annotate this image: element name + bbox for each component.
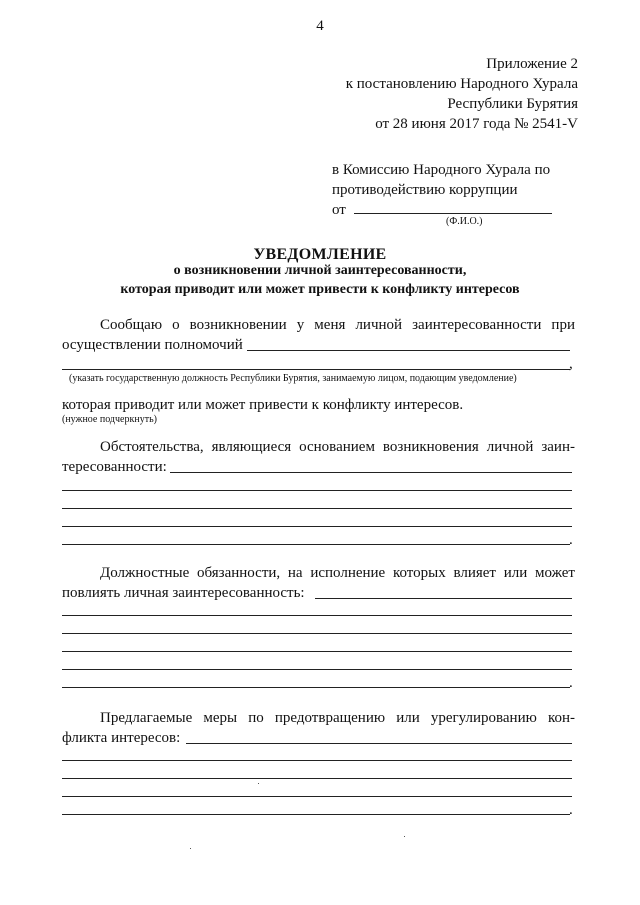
scan-speck <box>190 848 191 849</box>
measures-field-line-1[interactable] <box>186 743 572 744</box>
duties-field-line-1[interactable] <box>315 598 572 599</box>
measures-field-line-2[interactable] <box>62 760 572 761</box>
appendix-line-1: Приложение 2 <box>486 56 578 72</box>
section4-line-1: Предлагаемые меры по предотвращению или урегулированию кон- <box>100 710 575 726</box>
circumstances-field-line-4[interactable] <box>62 526 572 527</box>
document-subtitle-1: о возникновении личной заинтересованности, <box>173 263 467 278</box>
section1-line-1: Сообщаю о возникновении у меня личной заинтересованности при <box>100 317 575 333</box>
measures-field-line-5[interactable] <box>62 814 570 815</box>
fio-hint: (Ф.И.О.) <box>446 216 483 227</box>
document-title: УВЕДОМЛЕНИЕ <box>253 246 387 263</box>
duties-field-line-2[interactable] <box>62 615 572 616</box>
addressee-line-2: противодействию коррупции <box>332 182 518 198</box>
fio-field-line[interactable] <box>354 213 552 214</box>
section2-line-1: Обстоятельства, являющиеся основанием возникновения личной заин- <box>100 439 575 455</box>
authority-field-line-2[interactable] <box>62 369 570 370</box>
measures-field-line-4[interactable] <box>62 796 572 797</box>
addressee-line-1: в Комиссию Народного Хурала по <box>332 162 551 178</box>
appendix-line-2: к постановлению Народного Хурала <box>345 76 578 92</box>
underline-hint: (нужное подчеркнуть) <box>62 414 157 425</box>
measures-field-line-3[interactable] <box>62 778 572 779</box>
duties-field-line-4[interactable] <box>62 651 572 652</box>
section3-line-2: повлиять личная заинтересованность: <box>62 585 305 601</box>
section2-end-dot: . <box>569 532 573 548</box>
circumstances-field-line-3[interactable] <box>62 508 572 509</box>
duties-field-line-5[interactable] <box>62 669 572 670</box>
section4-end-dot: . <box>569 802 573 818</box>
appendix-line-4: от 28 июня 2017 года № 2541-V <box>375 116 578 132</box>
section1-line-3: которая приводит или может привести к конфликту интересов. <box>62 397 464 413</box>
section3-end-dot: . <box>569 675 573 691</box>
circumstances-field-line-5[interactable] <box>62 544 570 545</box>
document-subtitle-2: которая приводит или может привести к конфликту интересов <box>120 282 520 297</box>
circumstances-field-line-2[interactable] <box>62 490 572 491</box>
scan-speck <box>258 783 259 784</box>
authority-field-line-1[interactable] <box>247 350 570 351</box>
authority-hint: (указать государственную должность Республики Бурятия, занимаемую лицом, подающим уведомление) <box>69 373 517 384</box>
section2-line-2: тересованности: <box>62 459 167 475</box>
page-number: 4 <box>316 18 324 34</box>
appendix-line-3: Республики Бурятия <box>447 96 578 112</box>
circumstances-field-line-1[interactable] <box>170 472 572 473</box>
section1-line-2: осуществлении полномочий <box>62 337 243 353</box>
section4-line-2: фликта интересов: <box>62 730 181 746</box>
duties-field-line-3[interactable] <box>62 633 572 634</box>
scan-speck <box>404 836 405 837</box>
authority-comma: , <box>569 356 573 372</box>
from-label: от <box>332 202 346 218</box>
section3-line-1: Должностные обязанности, на исполнение которых влияет или может <box>100 565 575 581</box>
duties-field-line-6[interactable] <box>62 687 570 688</box>
